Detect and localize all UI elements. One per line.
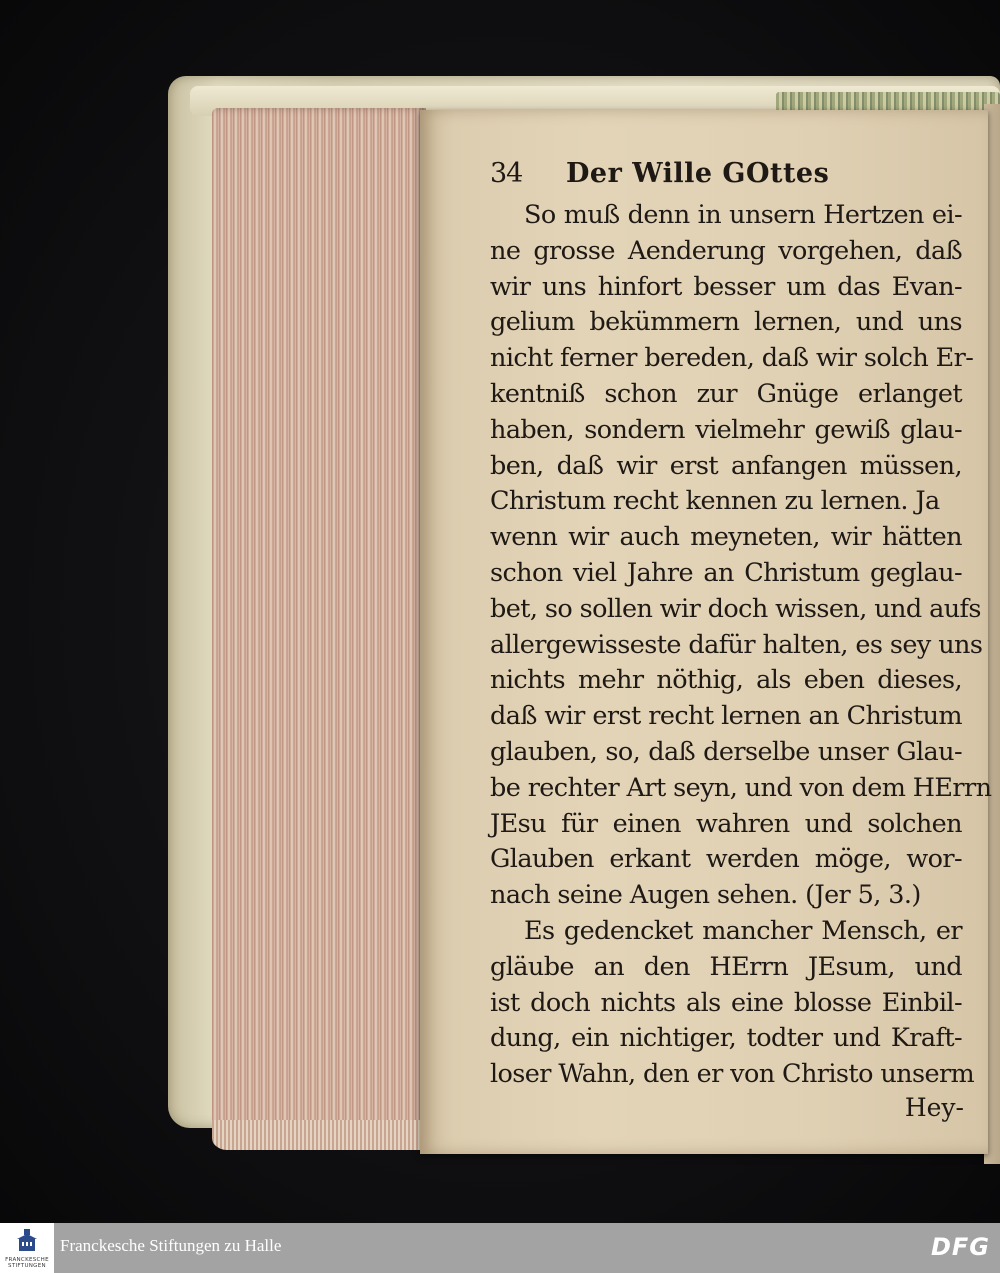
institution-credit-link[interactable]: Franckesche Stiftungen zu Halle [60,1236,282,1255]
text-line: daß wir erst recht lernen an Christum [490,701,962,732]
text-line: Glauben erkant werden möge, wor- [490,844,962,875]
text-line: bet, so sollen wir doch wissen, und aufs [490,593,981,624]
page-edges-bottom [212,1120,452,1150]
book-page [420,110,992,1154]
text-line: wir uns hinfort besser um das Evan- [490,271,962,302]
text-line: ne grosse Aenderung vorgehen, daß [490,235,962,266]
text-line: JEsu für einen wahren und solchen [490,808,962,839]
text-line: allergewisseste dafür halten, es sey uns [490,629,983,660]
body-text [490,198,992,1093]
text-line: glauben, so, daß derselbe unser Glau- [490,736,962,767]
logo-text: FRANCKESCHE STIFTUNGEN [5,1257,49,1269]
page-number: 34 [490,158,523,189]
page-edges [212,108,426,1148]
text-line: kentniß schon zur Gnüge erlanget [490,378,962,409]
text-line: nicht ferner bereden, daß wir solch Er- [490,343,974,374]
page-text-block [490,158,992,1122]
text-line: haben, sondern vielmehr gewiß glau- [490,414,962,445]
text-line: loser Wahn, den er von Christo unserm [490,1059,975,1090]
text-line: So muß denn in unsern Hertzen ei- [524,200,962,230]
text-line: gelium bekümmern lernen, und uns [490,307,962,338]
catchword: Hey- [904,1092,964,1122]
text-line: wenn wir auch meyneten, wir hätten [490,522,962,553]
text-line: nach seine Augen sehen. (Jer 5, 3.) [490,880,921,911]
text-line: dung, ein nichtiger, todter und Kraft- [490,1023,962,1054]
text-line: ist doch nichts als eine blosse Einbil- [490,987,962,1018]
building-icon [17,1229,37,1251]
page-header [490,158,962,198]
text-line: Es gedencket mancher Mensch, er [524,915,962,946]
dfg-logo[interactable]: DFG [930,1233,990,1261]
institution-logo[interactable] [0,1223,54,1273]
text-line: Christum recht kennen zu lernen. Ja [490,486,940,517]
footer-bar [0,1223,1000,1273]
text-line: ben, daß wir erst anfangen müssen, [490,450,962,481]
text-line: schon viel Jahre an Christum geglau- [490,557,962,588]
text-line: nichts mehr nöthig, als eben dieses, [490,665,962,696]
text-line: gläube an den HErrn JEsum, und [490,951,962,982]
text-line: be rechter Art seyn, und von dem HErrn [490,772,992,803]
running-title: Der Wille GOttes [566,158,830,189]
